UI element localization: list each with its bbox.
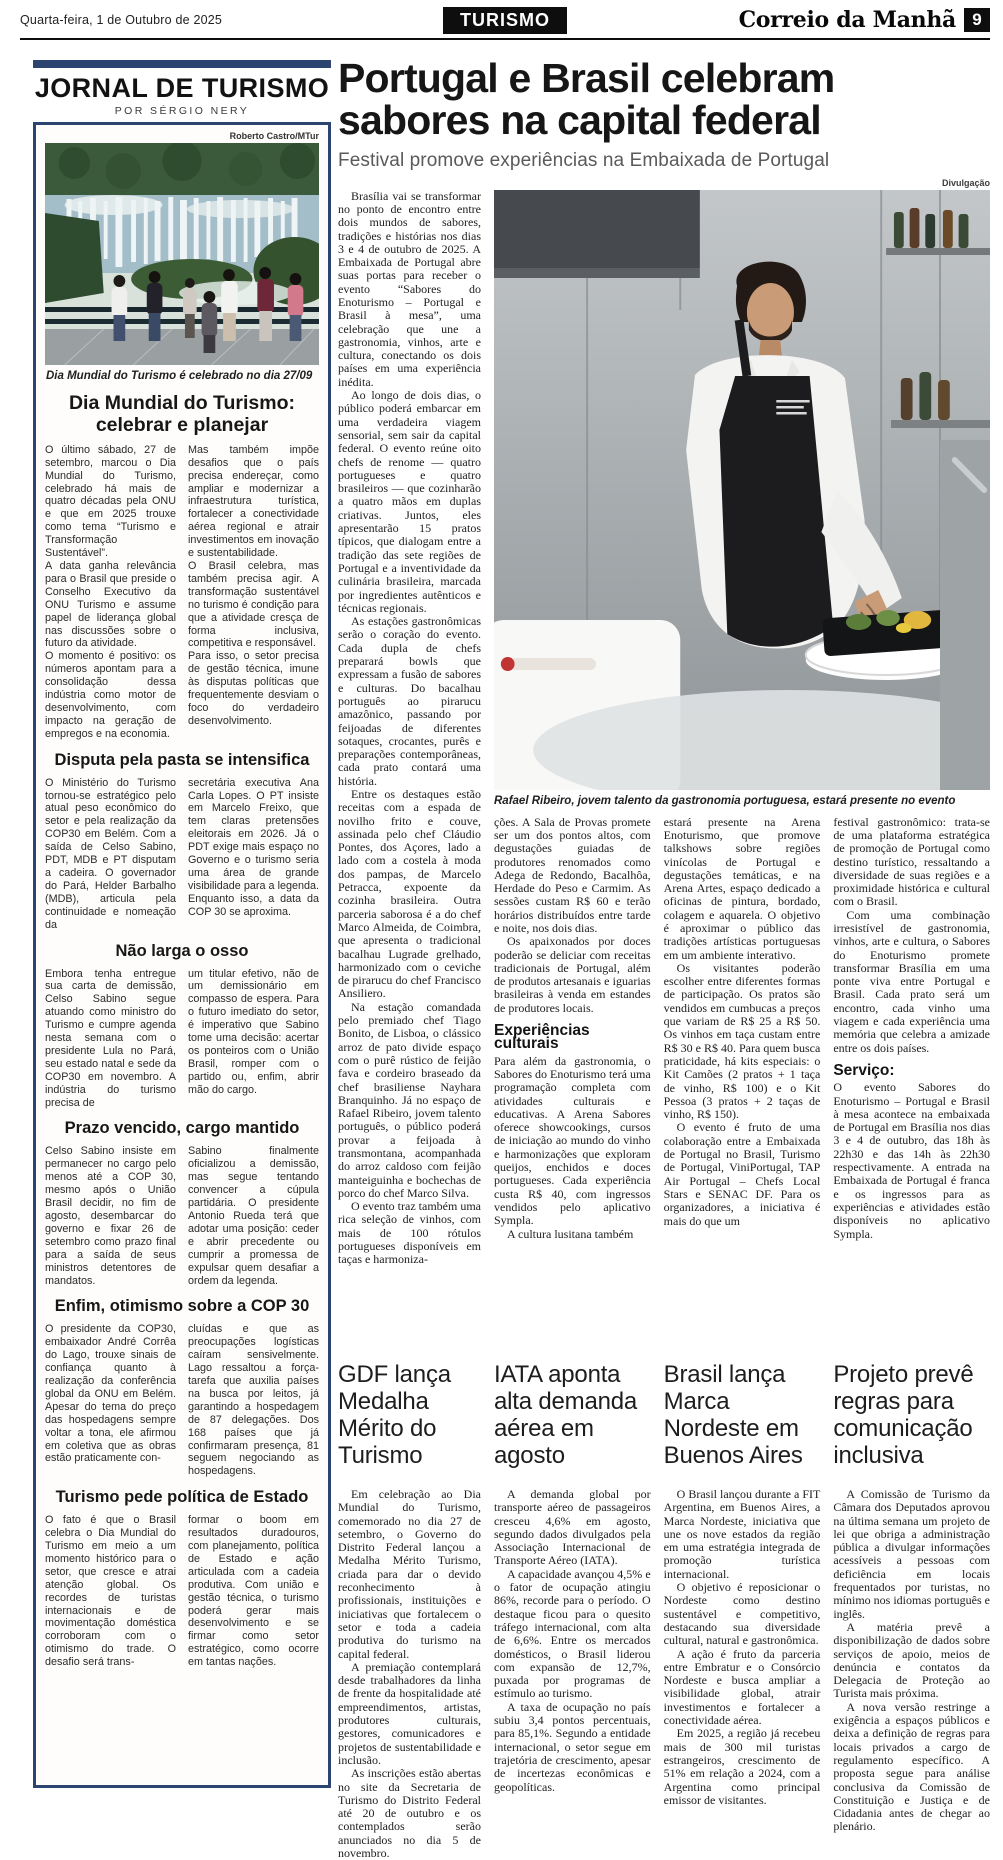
article-marca-nordeste — [664, 1362, 821, 1860]
bottom-article-body — [494, 1488, 651, 1794]
sidebar-text-column — [188, 1323, 319, 1478]
sidebar-section-heading: Disputa pela pasta se intensifica — [54, 750, 310, 769]
paragraph: Brasília vai se transformar no ponto de encontro entre dois mundos de sabores, tradições e histórias nos dias 3 e 4 de outubro de 2025. A Embaixada de Portugal abre suas portas para receber o evento “Sabores do Enoturismo – Portugal e Brasil à mesa”, uma celebração que une a gastronomia, vinhos, arte e cultura, conectando os dois países em uma experiência inédita. — [338, 188, 481, 389]
paragraph: A premiação contemplará desde trabalhadores da linha de frente da hospitalidade até empreendimentos, artistas, produtores culturais, gestores, comunicadores e projetos de sustentabilidade e inclusão. — [338, 1659, 481, 1767]
main-text-column-3 — [664, 816, 821, 1241]
article-iata-demanda — [494, 1362, 651, 1860]
sidebar-section-disputa — [45, 751, 319, 932]
sidebar-text-column — [45, 968, 176, 1110]
column-4-top — [833, 816, 990, 1055]
paragraph: O Brasil lançou durante a FIT Argentina, em Buenos Aires, a Marca Nordeste, iniciativa que une os nove estados da região em uma estratégia integrada de promoção turística internacional. — [663, 1487, 821, 1581]
column-2-bottom — [494, 1055, 651, 1241]
paragraph: Em celebração ao Dia Mundial do Turismo, comemorado no dia 27 de setembro, o Governo do Distrito Federal lançou a Medalha Mérito Turismo, criada para dar o devido reconhecimento à profissionais, instituições e iniciativas que fortalecem o setor e toda a cadeia produtiva do turismo na capital federal. — [338, 1487, 481, 1661]
paragraph: A ação é fruto da parceria entre Embratur e o Consórcio Nordeste e busca ampliar a visibilidade global, atrair investimentos e fortalecer a conectividade aérea. — [663, 1646, 821, 1728]
paragraph: cluídas e que as preocupações logísticas caíram sensivelmente. Lago ressaltou a força-tarefa que auxilia países na busca por leitos, já garantindo a hospedagem de 87 delegações. Dos 168 países que já confirmaram presença, 81 seguem negociando as hospedagens. — [188, 1323, 319, 1478]
paragraph: Entre os destaques estão receitas com a espada de novilho frito e couve, assinada pelo chef Cláudio Pontes, dos Açores, lado a lado com a costela à moda dos pampas, de Marcelo Petracca, expoente da cozinha brasileira. Outra parceria saborosa é a do chef Marco Almeida, de Coimbra, que apresenta o tradicional bacalhau Lugrade grelhado, harmonizado com o ceviche de pirarucu do chef Francisco Ansiliero. — [338, 786, 481, 1001]
paragraph: O evento traz também uma rica seleção de vinhos, com mais de 100 rótulos portugueses disponíveis em taças e harmoniza- — [338, 1199, 481, 1267]
paragraph: O evento Sabores do Enoturismo – Portugal e Brasil à mesa acontece na embaixada de Portugal em Brasília nos dias 3 e 4 de outubro, das 18h às 22h30 e das 14h às 22h30 respectivamente. A entrada na Embaixada de Portugal é franca e os ingressos para as experiências e atividades estão disponíveis no aplicativo Sympla. — [833, 1080, 990, 1241]
sidebar-text-column — [45, 1145, 176, 1287]
sidebar-photo-caption: Dia Mundial do Turismo é celebrado no dia 27/09 — [46, 370, 313, 382]
paragraph: A cultura lusitana também — [507, 1226, 634, 1241]
paragraph: Em 2025, a região já recebeu mais de 300 mil turistas estrangeiros, crescimento de 51% em relação a 2024, com a Argentina como principal emissor de visitantes. — [663, 1726, 821, 1807]
paragraph: Para além da gastronomia, o Sabores do Enoturismo terá uma programação completa com atividades culturais e educativas. A Arena Sabores oferece showcookings, cursos de iniciação ao mundo do vinho e harmonizações que exploram queijos, enchidos e doces portugueses. Cada experiência custa R$ 40, com ingressos vendidos pelo aplicativo Sympla. — [494, 1053, 651, 1228]
paragraph: O momento é positivo: os números apontam para a consolidação dessa indústria como motor de desenvolvimento, com impacto na geração de empregos e na economia. — [45, 650, 176, 740]
column-2-top — [494, 816, 651, 1015]
sidebar-byline: POR SÉRGIO NERY — [114, 105, 250, 117]
paragraph: Com uma combinação irresistível de gastronomia, vinhos, arte e cultura, o Sabores do Enoturismo promete transformar Brasília em uma ponte viva entre Portugal e Brasil. Cada prato será um encontro, cada vinho uma viagem e cada experiência uma memória que celebra a amizade entre os dois países. — [833, 907, 990, 1055]
paragraph: O evento é fruto de uma colaboração entre a Embaixada de Portugal no Brasil, Turismo de Portugal, ViniPortugal, TAP Air Portugal – Chefs Local Stars e SENAC DF. Para os organizadores, a iniciativa é mais do que um — [663, 1120, 821, 1228]
sidebar-section-heading: Não larga o osso — [115, 941, 249, 960]
sidebar-jornal-de-turismo — [33, 60, 331, 1788]
sidebar-section-nao-larga — [45, 942, 319, 1110]
main-right-area — [494, 190, 990, 1267]
paragraph: A capacidade avançou 4,5% e o fator de ocupação atingiu 86%, recorde para o período. O destaque ficou para o quesito tráfego internacional, com alta de 6,6%. Entre os mercados domésticos, o Brasil liderou com expansão de 12,7%, puxada por programas de estímulo ao turismo. — [494, 1566, 651, 1701]
main-body — [338, 190, 990, 1267]
sidebar-text-column — [45, 1323, 176, 1478]
bottom-article-headline: Projeto prevê regras para comunicação inclusiva — [833, 1361, 974, 1469]
paragraph: Os apaixonados por doces poderão se deliciar com receitas tradicionais de Portugal, além de produtos artesanais e iguarias brasileiras à venda em estandes de produtores locais. — [494, 934, 651, 1015]
bottom-article-body — [338, 1488, 481, 1860]
main-headline: Portugal e Brasil celebram sabores na capital federal — [338, 55, 835, 143]
sidebar-masthead — [33, 68, 331, 122]
paragraph: Embora tenha entregue sua carta de demissão, Celso Sabino segue atuando como ministro do Turismo e cumpre agenda nesta semana com o presidente Lula no Pará, seu estado natal e sede da COP30 em novembro. A indústria do turismo precisa de — [45, 967, 176, 1109]
paragraph: festival gastronômico: trata-se de uma plataforma estratégica de promoção de Portugal como destino turístico, ressaltando a diversidade de suas regiões e a proximidade histórica e cultural com o Brasil. — [833, 814, 990, 909]
paragraph: ções. A Sala de Provas promete ser um dos pontos altos, com degustações guiadas de produtores renomados como Adega de Redondo, Bacalhôa, Herdade do Peso e Carmim. As sessões custam R$ 60 e terão horários distribuídos entre tarde e noite, nos dois dias. — [494, 814, 651, 935]
sidebar-text-column — [188, 1514, 319, 1669]
paragraph: Na estação comandada pelo premiado chef Tiago Bonito, de Lisboa, o clássico arroz de pato divide espaço com o purê rústico de feijão fava e cordeiro braseado da chef brasiliense Nayhara Branquinho. Já no espaço de Rafael Ribeiro, jovem talento português, o público poderá provar a feijoada à transmontana, acompanhada do arroz caldoso com feijão manteiguinha e bochechas de porco do chef Marco Silva. — [338, 999, 481, 1200]
article-comunicacao-inclusiva — [833, 1362, 990, 1860]
paragraph: O presidente da COP30, embaixador André Corrêa do Lago, trouxe sinais de confiança quanto à realização da conferência global da ONU em Belém. Apesar do tema do preço das hospedagens sempre voltar a tona, ele afirmou em coletiva que as obras estão praticamente con- — [45, 1323, 176, 1465]
paragraph: Mas também impõe desafios que o país precisa endereçar, como ampliar e modernizar a infraestrutura turística, fortalecer a conectividade aérea regional e atrair investimentos em inovação e sustentabilidade. — [188, 443, 319, 560]
paragraph: A demanda global por transporte aéreo de passageiros cresceu 4,6% em agosto, segundo dados divulgados pela Associação Internacional de Transporte Aéreo (IATA). — [494, 1487, 651, 1568]
waterfall-photo-illustration — [45, 143, 319, 365]
main-article — [338, 55, 990, 1267]
paragraph: A matéria prevê a disponibilização de dados sobre serviços de apoio, meios de denúncia e contatos da Delegacia de Proteção ao Turista mais próxima. — [833, 1619, 990, 1701]
sidebar-text-column — [45, 444, 176, 741]
paragraph: As inscrições estão abertas no site da Secretaria de Turismo do Distrito Federal até 20 de outubro e os contemplados serão anunciados no dia 5 de novembro. — [338, 1766, 481, 1860]
section-banner: TURISMO — [443, 7, 567, 34]
chef-photo-illustration — [494, 190, 990, 790]
paragraph: Ao longo de dois dias, o público poderá embarcar em uma verdadeira viagem sensorial, sem sair da capital federal. O evento reúne oito chefs de renome — quatro portugueses e quatro brasileiros — que cozinharão a quatro mãos em duplas criativas. Juntos, eles apresentarão 15 pratos típicos, que dialogam entre a tradição das sete regiões de Portugal e a inventividade da culinária brasileira, marcada por ingredientes autênticos e técnicas regionais. — [338, 388, 481, 615]
sidebar-section-prazo — [45, 1119, 319, 1287]
sidebar-text-column — [188, 444, 319, 741]
sidebar-text-column — [188, 777, 319, 932]
paragraph: O Brasil celebra, mas também precisa agir. A transformação sustentável no turismo é condição para que a atividade cresça de forma inclusiva, competitiva e responsável. — [188, 560, 319, 650]
paragraph: um titular efetivo, não de um demissionário em compasso de espera. Para o futuro imediato do setor, é imperativo que Sabino tome uma decisão: acertar os ponteiros com o União Brasil, romper com o partido ou, enfim, abrir mão do cargo. — [188, 967, 319, 1096]
paragraph: O objetivo é reposicionar o Nordeste como destino sustentável e competitivo, destacando sua diversidade cultural, natural e gastronômica. — [663, 1580, 821, 1648]
sidebar-section-heading: Dia Mundial do Turismo: celebrar e planejar — [68, 392, 296, 437]
sidebar-section-heading: Enfim, otimismo sobre a COP 30 — [54, 1297, 310, 1316]
sidebar-title: JORNAL DE TURISMO — [34, 73, 330, 103]
paragraph: secretária executiva Ana Carla Lopes. O PT insiste em Marcelo Freixo, que tem claras pretensões eleitorais em 2026. Já o PDT exige mais espaço no Governo e o turismo seria uma área de grande visibilidade para a legenda. Enquanto isso, a data da COP 30 se aproxima. — [188, 776, 319, 918]
bottom-article-body — [833, 1488, 990, 1834]
main-lower-columns — [494, 816, 990, 1241]
sidebar-text-column — [45, 1514, 176, 1669]
newspaper-masthead: Correio da Manhã — [738, 7, 956, 33]
masthead-group — [739, 7, 990, 33]
paragraph: As estações gastronômicas serão o coração do evento. Cada dupla de chefs preparará bowls que expressam a fusão de sabores e culturas. Do bacalhau português ao pirarucu amazônico, passando por feijoadas de diferentes sotaques, crocantes, purês e preparações contemporâneas, cada prato contará uma história. — [338, 614, 481, 788]
sidebar-box — [33, 122, 331, 1788]
main-text-column-4 — [833, 816, 990, 1241]
main-photo-credit: Divulgação — [941, 177, 990, 188]
sidebar-section-dia-mundial — [45, 392, 319, 741]
sidebar-section-heading: Prazo vencido, cargo mantido — [64, 1119, 300, 1138]
bottom-article-headline: GDF lança Medalha Mérito do Turismo — [338, 1361, 451, 1469]
paragraph: A Comissão de Turismo da Câmara dos Deputados aprovou na última semana um projeto de lei que obriga a administração pública a divulgar informações acessíveis a pessoas com deficiência em locais frequentados por turistas, no mínimo nos idiomas português e inglês. — [833, 1487, 990, 1621]
sidebar-section-otimismo — [45, 1297, 319, 1478]
main-photo-caption: Rafael Ribeiro, jovem talento da gastronomia portuguesa, estará presente no evento — [494, 794, 956, 807]
paragraph: A data ganha relevância para o Brasil que preside o Conselho Executivo da ONU Turismo e assume papel de liderança global nas discussões sobre o futuro da atividade. — [45, 560, 176, 650]
paragraph: formar o boom em resultados duradouros, com planejamento, política de Estado e ação articulada com a cadeia produtiva. Com união e gestão técnica, o turismo poderá gerar mais desenvolvimento e se firmar como setor estratégico, como ocorre em tantas nações. — [188, 1514, 319, 1669]
page-header — [20, 8, 990, 40]
paragraph: Celso Sabino insiste em permanecer no cargo pelo menos até a COP 30, mesmo após o União Brasil decidir, no fim de agosto, desembarcar do governo e fixar 26 de setembro como prazo final para a saída de seus ministros detentores de mandatos. — [45, 1145, 176, 1287]
paragraph: O último sábado, 27 de setembro, marcou o Dia Mundial do Turismo, celebrado há mais de quatro décadas pela ONU e que em 2025 trouxe como tema “Turismo e Transformação Sustentável”. — [45, 443, 176, 560]
paragraph: A nova versão restringe a exigência a espaços públicos e deixa a definição de regras para locais privados a cargo de regulamento específico. A proposta segue para análise conclusiva da Comissão de Constituição e Justiça e de Cidadania antes de chegar ao plenário. — [833, 1699, 990, 1834]
paragraph: estará presente na Arena Enoturismo, que promove talkshows sobre regiões vinícolas de Portugal e degustações temáticas, e na Arena Artes, espaço dedicado a oficinas de pintura, bordado, colagem e aquarela. O objetivo é aproximar o público das tradições artísticas portuguesas em um ambiente interativo. — [663, 814, 821, 962]
sidebar-text-column — [188, 968, 319, 1110]
bottom-article-headline: Brasil lança Marca Nordeste em Buenos Aires — [663, 1361, 803, 1469]
sidebar-photo-credit: Roberto Castro/MTur — [229, 131, 319, 141]
main-subtitle: Festival promove experiências na Embaixada de Portugal — [338, 149, 830, 171]
sidebar-top-bar — [33, 60, 331, 68]
main-text-column-2 — [494, 816, 651, 1241]
sidebar-section-heading: Turismo pede política de Estado — [55, 1488, 309, 1507]
article-gdf-medalha — [338, 1362, 481, 1860]
paragraph: Os visitantes poderão escolher entre diferentes formas de participação. Os pratos são vendidos em cumbucas a preços que variam de R$ 25 a R$ 50. Os vinhos em taça custam entre R$ 30 e R$ 40. Para quem busca praticidade, há kits especiais: o Kit Camões (2 pratos + 1 taça de vinho, R$ 100) e o Kit Pessoa (3 pratos + 2 taças de vinho, R$ 150). — [663, 960, 821, 1122]
bottom-article-headline: IATA aponta alta demanda aérea em agosto — [494, 1361, 638, 1469]
sidebar-text-column — [188, 1145, 319, 1287]
sidebar-section-politica — [45, 1488, 319, 1669]
main-text-column-1 — [338, 190, 481, 1267]
page-number-badge: 9 — [964, 8, 990, 32]
paragraph: A taxa de ocupação no país subiu 3,4 pontos percentuais, para 85,1%. Segundo a entidade internacional, o setor segue em trajetória de crescimento, apesar de incertezas econômicas e geopolíticas. — [494, 1699, 651, 1794]
bottom-article-body — [664, 1488, 821, 1807]
paragraph: O fato é que o Brasil celebra o Dia Mundial do Turismo em meio a um momento histórico para o setor, que cresce e atrai atenção global. Os recordes de turistas internacionais e de movimentação doméstica corroboram com o otimismo do trade. O desafio será trans- — [45, 1514, 176, 1669]
bottom-articles — [338, 1362, 990, 1860]
subhead-servico: Serviço: — [833, 1061, 895, 1079]
paragraph: Para isso, o setor precisa de gestão técnica, imune às disputas políticas que frequentemente desviam o foco do verdadeiro desenvolvimento. — [188, 650, 319, 727]
paragraph: O Ministério do Turismo tornou-se estratégico pelo atual peso econômico do setor e pela realização da COP30 em Belém. Com a saída de Celso Sabino, PDT, MDB e PT disputam a cadeira. O governador do Pará, Helder Barbalho (MDB), articula pela continuidade e nomeação da — [45, 776, 176, 931]
paragraph: Sabino finalmente oficializou a demissão, mas segue tentando convencer a cúpula partidária. O presidente Antonio Rueda terá que adotar uma posição: ceder e abrir precedente ou cumprir a promessa de expulsar quem desafiar a ordem da legenda. — [188, 1145, 319, 1287]
page-date: Quarta-feira, 1 de Outubro de 2025 — [20, 13, 223, 27]
column-4-bottom — [833, 1081, 990, 1241]
sidebar-text-column — [45, 777, 176, 932]
subhead-experiencias-culturais: Experiências culturais — [494, 1022, 590, 1053]
